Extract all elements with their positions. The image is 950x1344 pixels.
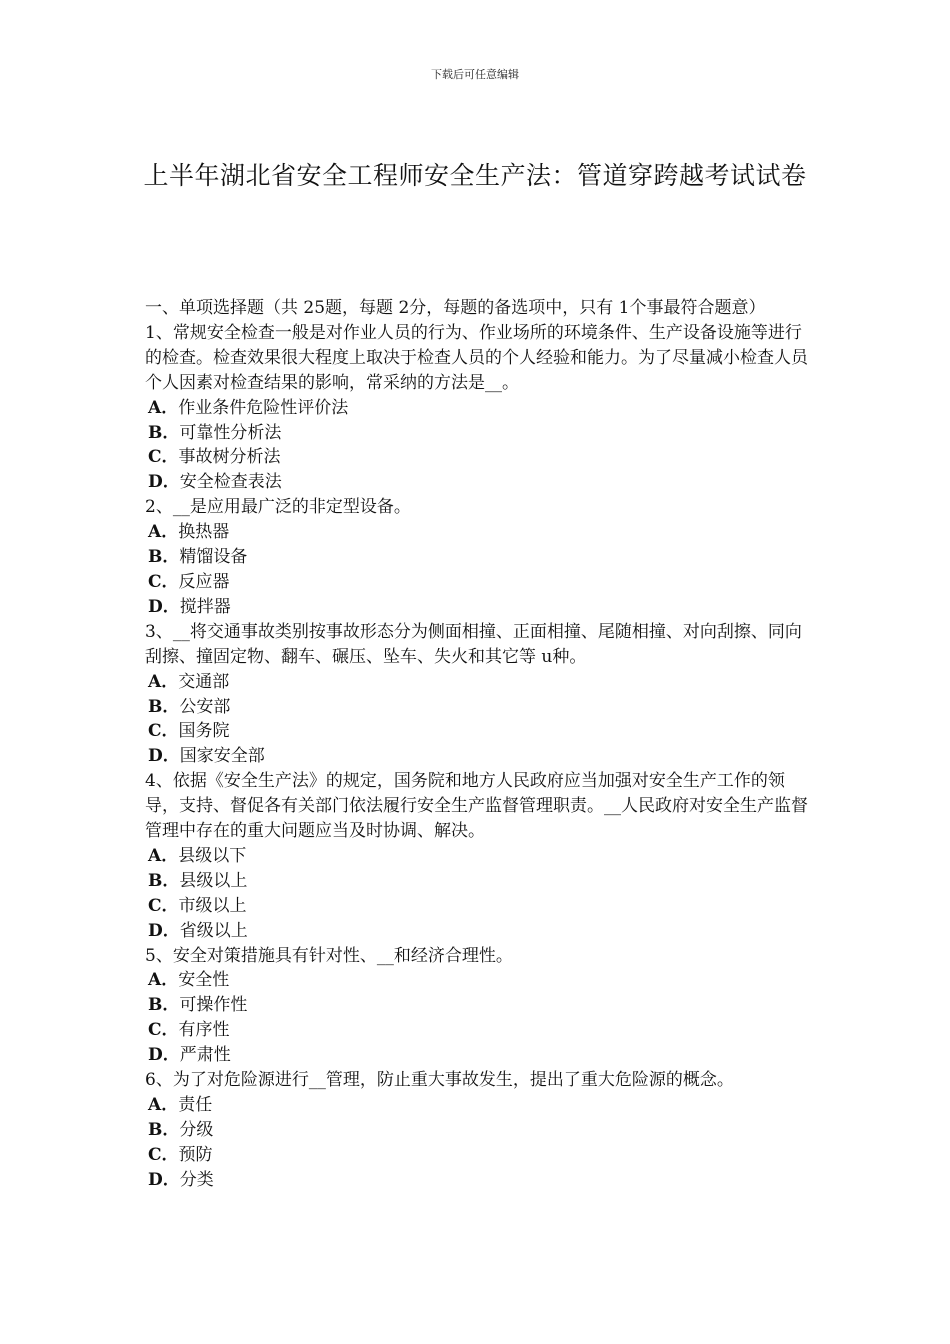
answer-option: [145, 421, 810, 446]
answer-option: [145, 1118, 810, 1143]
option-letter: C．: [148, 895, 179, 916]
option-text: 作业条件危险性评价法: [178, 397, 349, 418]
answer-option: [145, 1143, 810, 1168]
answer-option: [145, 520, 810, 545]
option-letter: D．: [148, 1045, 180, 1066]
document-body: [145, 296, 810, 1193]
option-text: 安全检查表法: [179, 472, 282, 493]
option-text: 有序性: [178, 1020, 230, 1041]
question-stem: 3、__将交通事故类别按事故形态分为侧面相撞、正面相撞、尾随相撞、对向刮擦、同向刮擦、撞固定物、翻车、碾压、坠车、失火和其它等 u种。: [145, 621, 802, 667]
option-letter: B．: [148, 696, 180, 717]
answer-option: [145, 595, 810, 620]
option-letter: B．: [148, 870, 180, 891]
option-letter: C．: [148, 571, 179, 592]
option-text: 国家安全部: [179, 746, 265, 767]
option-letter: C．: [148, 721, 179, 742]
answer-option: [145, 1093, 810, 1118]
option-text: 事故树分析法: [178, 447, 281, 468]
answer-option: [145, 1043, 810, 1068]
answer-option: [145, 844, 810, 869]
question-stem: 1、常规安全检查一般是对作业人员的行为、作业场所的环境条件、生产设备设施等进行的检查。检查效果很大程度上取决于检查人员的个人经验和能力。为了尽量减小检查人员个人因素对检查结果的影响，常采纳的方法是__。: [145, 322, 808, 393]
question-block: [145, 495, 810, 620]
option-text: 责任: [178, 1095, 213, 1115]
option-letter: B．: [148, 422, 180, 443]
option-text: 可靠性分析法: [179, 422, 282, 443]
option-text: 反应器: [178, 571, 230, 592]
answer-option: [145, 445, 810, 470]
option-text: 换热器: [178, 522, 230, 543]
question-block: [145, 944, 810, 1069]
answer-option: [145, 396, 810, 421]
answer-option: [145, 670, 810, 695]
option-letter: D．: [148, 746, 180, 767]
option-letter: B．: [148, 995, 180, 1016]
section-heading: 一、单项选择题（共 25题，每题 2分，每题的备选项中，只有 1个事最符合题意）: [145, 298, 766, 318]
option-text: 安全性: [178, 970, 230, 991]
option-text: 分类: [179, 1169, 214, 1190]
option-text: 省级以上: [179, 920, 248, 941]
option-text: 搅拌器: [179, 596, 231, 617]
answer-option: [145, 993, 810, 1018]
option-letter: C．: [148, 1020, 179, 1041]
answer-option: [145, 869, 810, 894]
option-text: 分级: [179, 1119, 214, 1140]
option-letter: D．: [148, 920, 180, 941]
option-letter: A．: [148, 970, 179, 991]
question-block: [145, 769, 810, 943]
answer-option: [145, 719, 810, 744]
header-note: 下载后可任意编辑: [431, 68, 519, 81]
option-text: 预防: [178, 1144, 213, 1165]
answer-option: [145, 470, 810, 495]
question-stem: 2、__是应用最广泛的非定型设备。: [145, 497, 411, 518]
answer-option: [145, 570, 810, 595]
option-text: 精馏设备: [179, 547, 248, 568]
option-letter: C．: [148, 1144, 179, 1165]
answer-option: [145, 545, 810, 570]
option-letter: B．: [148, 1119, 180, 1140]
option-text: 县级以下: [178, 845, 247, 866]
answer-option: [145, 1168, 810, 1193]
option-text: 公安部: [179, 696, 231, 717]
answer-option: [145, 695, 810, 720]
option-letter: A．: [148, 1095, 179, 1115]
option-text: 交通部: [178, 671, 230, 692]
option-text: 国务院: [178, 721, 230, 742]
option-letter: B．: [148, 547, 180, 568]
answer-option: [145, 894, 810, 919]
question-list: [145, 321, 810, 1193]
question-stem: 6、为了对危险源进行__管理，防止重大事故发生，提出了重大危险源的概念。: [145, 1070, 734, 1091]
question-stem: 4、依据《安全生产法》的规定，国务院和地方人民政府应当加强对安全生产工作的领导，支持、督促各有关部门依法履行安全生产监督管理职责。__人民政府对安全生产监督管理中存在的重大问题应当及时协调、解决。: [145, 771, 808, 842]
option-letter: A．: [148, 397, 179, 418]
question-block: [145, 620, 810, 769]
question-block: [145, 1068, 810, 1193]
answer-option: [145, 968, 810, 993]
option-letter: D．: [148, 596, 180, 617]
option-text: 可操作性: [179, 995, 248, 1016]
answer-option: [145, 744, 810, 769]
option-letter: C．: [148, 447, 179, 468]
option-letter: A．: [148, 671, 179, 692]
option-text: 市级以上: [178, 895, 247, 916]
option-letter: D．: [148, 1169, 180, 1190]
option-text: 县级以上: [179, 870, 248, 891]
document-title: 上半年湖北省安全工程师安全生产法：管道穿跨越考试试卷: [143, 161, 807, 190]
option-letter: D．: [148, 472, 180, 493]
question-block: [145, 321, 810, 495]
answer-option: [145, 1018, 810, 1043]
option-text: 严肃性: [179, 1045, 231, 1066]
answer-option: [145, 919, 810, 944]
question-stem: 5、安全对策措施具有针对性、__和经济合理性。: [145, 945, 513, 966]
option-letter: A．: [148, 845, 179, 866]
option-letter: A．: [148, 522, 179, 543]
